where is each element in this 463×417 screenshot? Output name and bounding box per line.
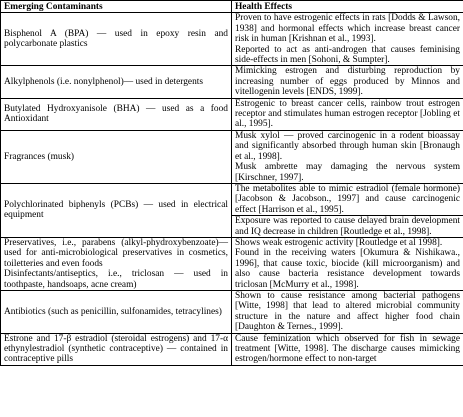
health-effect-cell <box>232 66 463 98</box>
health-effect-text: Shown to cause resistance among bacterial pathogens [Witte, 1998] that lead to altered microbial community structure in the nature and affect higher food chain [Daughton & Ternes., 1999]. <box>235 290 460 333</box>
contaminant-cell <box>1 98 232 130</box>
health-effect-text: Reported to act as anti-androgen that causes feminising side-effects in men [Sohoni, & Sumpter]. <box>235 44 460 66</box>
contaminant-cell <box>1 183 232 237</box>
contaminant-text: Antibiotics (such as penicillin, sulfonamides, tetracylines) <box>4 306 222 317</box>
header-row <box>1 1 463 13</box>
health-effect-text: Proven to have estrogenic effects in rats [Dodds & Lawson, 1938] and hormonal effects which increase breast cancer risk in human [Krishnan et al., 1993]. <box>235 13 460 45</box>
contaminant-text: Polychlorinated biphenyls (PCBs) — used in electrical equipment <box>4 200 228 221</box>
contaminant-cell <box>1 237 232 290</box>
header-contaminants: Emerging Contaminants <box>1 1 232 13</box>
health-effect-text: Estrogenic to breast cancer cells, rainbow trout estrogen receptor and stimulates human estrogen receptor [Jobling et al., 1995]. <box>235 98 460 130</box>
health-effect-cell <box>232 333 463 365</box>
contaminant-text: Fragrances (musk) <box>4 151 75 162</box>
contaminant-cell <box>1 66 232 98</box>
contaminant-text: Bisphenol A (BPA) — used in epoxy resin and polycarbonate plastics <box>4 29 228 50</box>
health-effect-text: Found in the receiving waters [Okumura & Nishikawa., 1996], that cause toxic, biocide (kill microorganism) and also cause bacteria resistance development towards triclosan [McMurry et al., 1998]. <box>235 248 460 290</box>
contaminant-text: Alkylphenols (i.e. nonylphenol)— used in detergents <box>4 76 204 87</box>
table-row <box>1 66 463 98</box>
table-row <box>1 290 463 333</box>
contaminant-text: Estrone and 17-β estradiol (steroidal estrogens) and 17-α ethynylestradiol (synthetic contraceptive) — contained in contraceptive pills <box>4 333 228 365</box>
health-effect-text: Musk xylol — proved carcinogenic in a rodent bioassay and significantly absorbed through human skin [Bronaugh et al., 1998]. <box>235 130 460 162</box>
health-effect-cell <box>232 290 463 333</box>
table-row <box>1 237 463 290</box>
contaminant-text: Preservatives, i.e., parabens (alkyl-phydroxybenzoate)— used for anti-microbiological preservatives in cosmetics, toiletteries and even foods <box>4 237 228 269</box>
header-health-effects: Health Effects <box>232 1 463 13</box>
health-effect-cell <box>232 237 463 290</box>
contaminant-text: Butylated Hydroxyanisole (BHA) — used as a food Antioxidant <box>4 103 228 125</box>
health-effect-text: Shows weak estrogenic activity [Routledge et al 1998]. <box>235 237 443 248</box>
table-row <box>1 13 463 66</box>
health-effect-text: Musk ambrette may damaging the nervous system [Kirschner, 1997]. <box>235 162 460 183</box>
health-effect-text: Exposure was reported to cause delayed brain development and IQ decrease in children [Routledge et al., 1998]. <box>232 215 463 237</box>
contaminant-cell <box>1 13 232 66</box>
table-row <box>1 183 463 237</box>
health-effect-cell <box>232 13 463 66</box>
contaminant-cell <box>1 290 232 333</box>
contaminant-cell <box>1 333 232 365</box>
health-effect-text: The metabolites able to mimic estradiol (female hormone) [Jacobson & Jacobson., 1997] and cause carcinogenic effect [Harrison et al., 1995]. <box>235 183 460 215</box>
table-row <box>1 130 463 183</box>
health-effect-cell <box>232 130 463 183</box>
health-effect-cell <box>232 98 463 130</box>
table-row <box>1 98 463 130</box>
health-effect-text: Mimicking estrogen and disturbing reproduction by increasing number of eggs produced by Minnos and vitellogenin levels [ENDS, 1999]. <box>235 66 460 98</box>
contaminant-cell <box>1 130 232 183</box>
health-effect-text: Cause feminization which observed for fish in sewage treatment [Witte, 1998]. The discharge causes mimicking estrogen/hormone effect to non-target <box>235 333 460 365</box>
health-effect-cell <box>232 183 463 237</box>
contaminant-text: Disinfectants/antiseptics, i.e., triclosan — used in toothpaste, handsoaps, acne cream) <box>4 269 228 290</box>
table-row <box>1 333 463 365</box>
